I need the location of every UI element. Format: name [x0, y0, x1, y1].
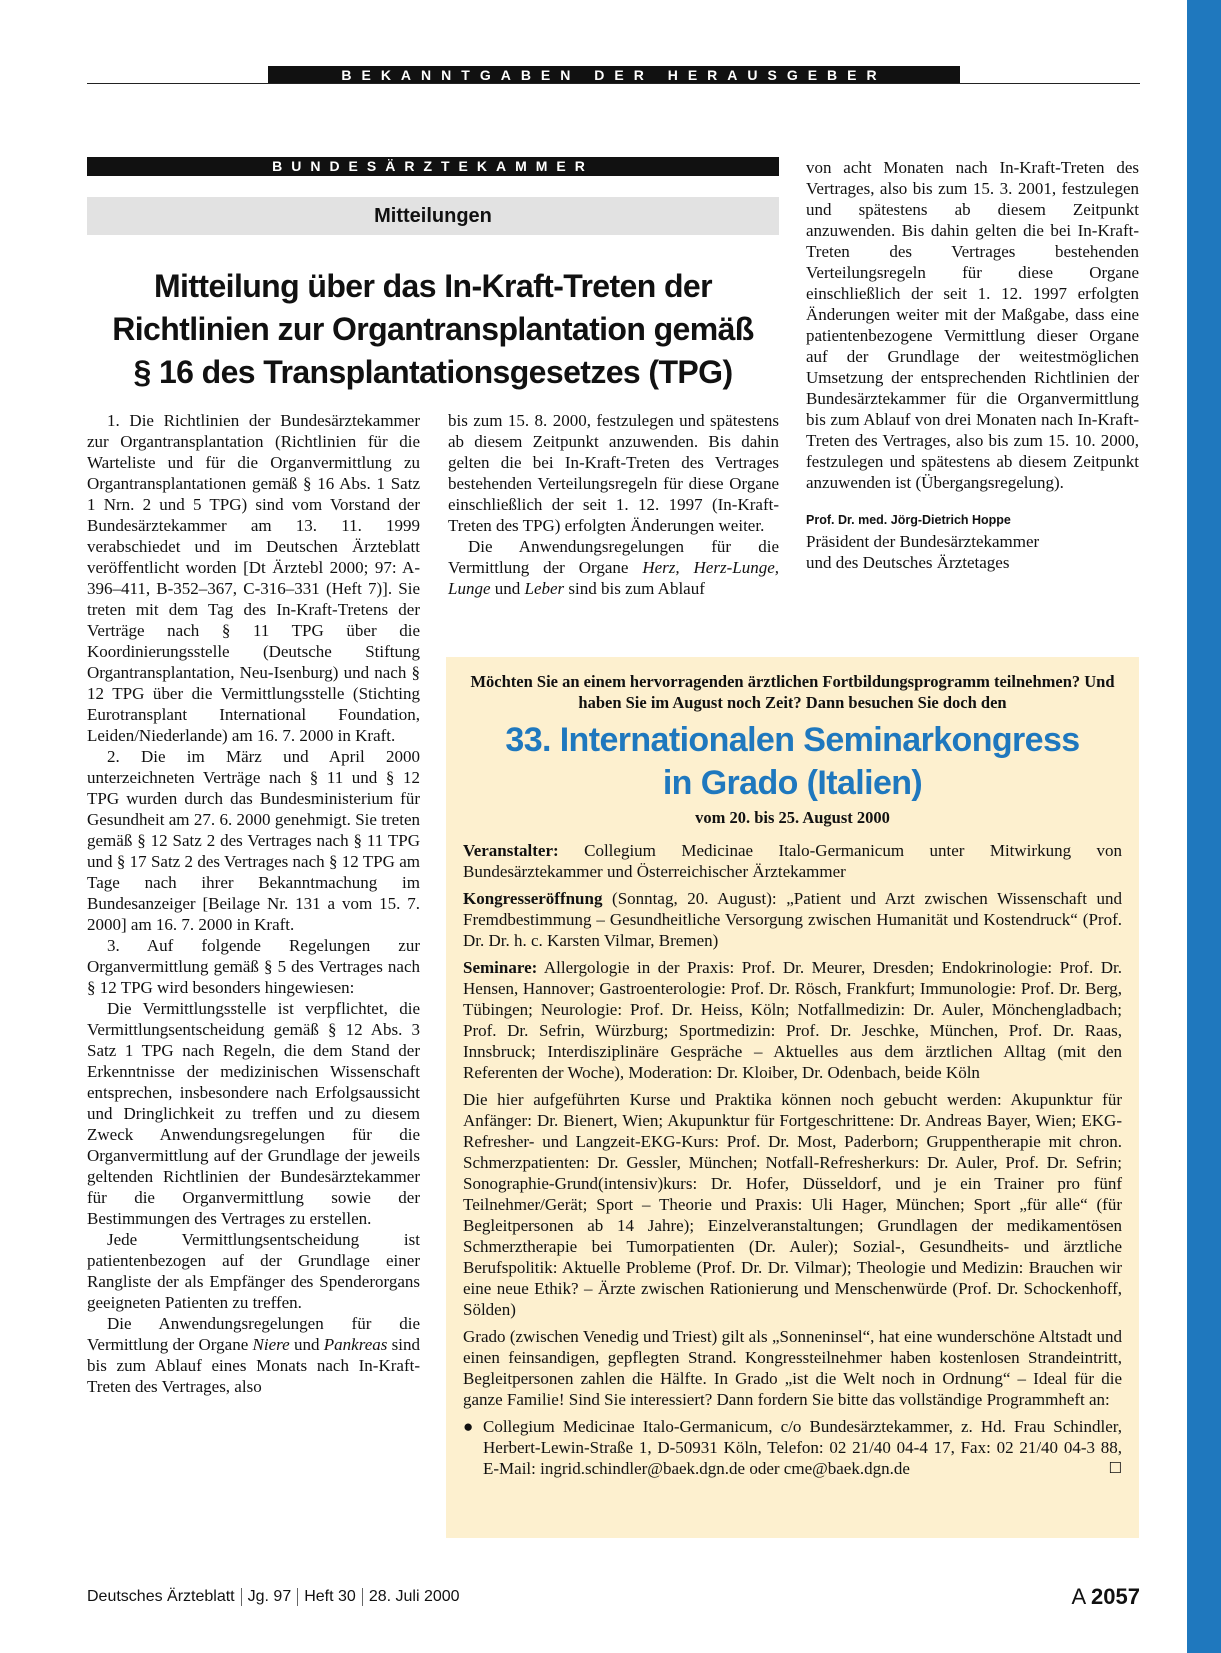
signature-title: Präsident der Bundesärztekammer — [806, 532, 1040, 551]
subsection-label: Mitteilungen — [87, 197, 779, 235]
ad-organizer: Veranstalter: Collegium Medicinae Italo-Germanicum unter Mitwirkung von Bundesärztekammer und Österreichischer Ärztekammer — [463, 841, 1122, 881]
article-paragraph: bis zum 15. 8. 2000, festzulegen und spätestens ab diesem Zeitpunkt anzuwenden. Bis dahin gelten die bei In-Kraft-Treten des Vertrages bestehenden Verteilungsregeln für diese Organe einschließlich der seit 1. 12. 1997 (In-Kraft-Treten des TPG) erfolgten Änderungen weiter. — [448, 411, 779, 535]
ad-title — [463, 719, 1122, 805]
section-label: BUNDESÄRZTEKAMMER — [87, 157, 779, 176]
ad-body — [463, 840, 1122, 1479]
article-paragraph: 1. Die Richtlinien der Bundesärztekammer zur Organtransplantation (Richtlinien für die Warteliste und für die Organvermittlung zu Organtransplantationen gemäß § 16 Abs. 1 Satz 1 Nrn. 2 und 5 TPG) sind vom Vorstand der Bundesärztekammer am 13. 11. 1999 verabschiedet und im Deutschen Ärzteblatt veröffentlicht worden [Dt Ärztebl 2000; 97: A-396–411, B-352–367, C-316–331 (Heft 7)]. Sie treten mit dem Tag des In-Kraft-Tretens der Verträge nach § 11 TPG über die Koordinierungsstelle (Deutsche Stiftung Organtransplantation, Neu-Isenburg) und nach § 12 TPG über die Vermittlungsstelle (Stichting Eurotransplant International Foundation, Leiden/Niederlande) am 16. 7. 2000 in Kraft. — [87, 411, 420, 745]
footer-divider — [362, 1588, 363, 1606]
seminar-advertisement — [446, 657, 1139, 1538]
ad-contact — [463, 1416, 1122, 1479]
article-paragraph: Jede Vermittlungsentscheidung ist patientenbezogen auf der Grundlage einer Rangliste der als Empfänger des Spenderorgans geeigneten Patienten zu treffen. — [87, 1230, 420, 1312]
article-paragraph: Die Anwendungsregelungen für die Vermittlung der Organe Niere und Pankreas sind bis zum Ablauf eines Monats nach In-Kraft-Treten des Vertrages, also — [87, 1314, 420, 1396]
header-rule — [87, 83, 1140, 84]
headline-line: Richtlinien zur Organtransplantation gemäß — [112, 311, 754, 347]
journal-volume: Jg. 97 — [247, 1588, 292, 1605]
footer-divider — [297, 1588, 298, 1606]
signature-name: Prof. Dr. med. Jörg-Dietrich Hoppe — [806, 513, 1011, 527]
journal-name: Deutsches Ärzteblatt — [87, 1588, 235, 1605]
running-header: BEKANNTGABEN DER HERAUSGEBER — [268, 66, 960, 84]
headline-line: § 16 des Transplantationsgesetzes (TPG) — [133, 354, 733, 390]
page-edge-marker — [1187, 0, 1221, 1653]
ad-intro: Möchten Sie an einem hervorragenden ärztlichen Fortbildungsprogramm teilnehmen? Und haben Sie im August noch Zeit? Dann besuchen Sie doch den — [470, 672, 1115, 712]
signature-title: und des Deutsches Ärztetages — [806, 553, 1010, 572]
organ-name: Niere — [252, 1335, 290, 1354]
ad-opening: Kongresseröffnung (Sonntag, 20. August): „Patient und Arzt zwischen Wissenschaft und Fremdbestimmung – Gesundheitliche Versorgung zwischen Humanität und Kostendruck“ (Prof. Dr. Dr. h. c. Karsten Vilmar, Bremen) — [463, 889, 1122, 950]
article-column-2 — [448, 410, 779, 599]
headline-line: Mitteilung über das In-Kraft-Treten der — [154, 268, 712, 304]
article-paragraph: Die Anwendungsregelungen für die Vermittlung der Organe Herz, Herz-Lunge, Lunge und Leber sind bis zum Ablauf — [448, 537, 779, 598]
end-of-article-icon: ☐ — [1108, 1459, 1122, 1477]
page-footer — [87, 1585, 1140, 1609]
organ-name: Pankreas — [323, 1335, 388, 1354]
article-paragraph: 3. Auf folgende Regelungen zur Organvermittlung gemäß § 5 des Vertrages nach § 12 TPG wird besonders hingewiesen: — [87, 936, 420, 997]
ad-dates: vom 20. bis 25. August 2000 — [695, 808, 890, 827]
ad-title-line: 33. Internationalen Seminarkongress — [505, 721, 1080, 759]
footer-divider — [241, 1588, 242, 1606]
article-paragraph: 2. Die im März und April 2000 unterzeichneten Verträge nach § 11 und § 12 TPG wurden durch das Bundesministerium für Gesundheit am 27. 6. 2000 genehmigt. Sie treten gemäß § 12 Satz 2 des Vertrages nach § 11 TPG und § 17 Satz 2 des Vertrages nach § 12 TPG am Tage nach ihrer Bekanntmachung im Bundesanzeiger [Beilage Nr. 131 a vom 15. 7. 2000] am 16. 7. 2000 in Kraft. — [87, 747, 420, 934]
ad-title-line: in Grado (Italien) — [662, 764, 923, 802]
article-column-1 — [87, 410, 420, 1397]
article-paragraph: Die Vermittlungsstelle ist verpflichtet, die Vermittlungsentscheidung gemäß § 12 Abs. 3 Satz 1 TPG nach Regeln, die dem Stand der Erkenntnisse der medizinischen Wissenschaft entsprechen, insbesondere nach Erfolgsaussicht und Dringlichkeit zu treffen und zu diesem Zweck Anwendungsregelungen für die Organvermittlung auf der Grundlage der jeweils geltenden Richtlinien der Bundesärztekammer für die Organvermittlung sowie der Bestimmungen des Vertrages zu erstellen. — [87, 999, 420, 1228]
organ-name: Herz, Herz-Lunge, Lunge — [448, 558, 779, 598]
ad-courses: Die hier aufgeführten Kurse und Praktika können noch gebucht werden: Akupunktur für Anfänger: Dr. Bienert, Wien; Akupunktur für Fortgeschrittene: Dr. Andreas Bayer, Wien; EKG-Refresher- und Langzeit-EKG-Kurs: Prof. Dr. Most, Paderborn; Gruppentherapie mit chron. Schmerzpatienten: Dr. Gessler, München; Notfall-Refresherkurs: Dr. Auler, Prof. Dr. Sefrin; Sonographie-Grund(intensiv)kurs: Dr. Hofer, Düsseldorf, und je ein Trainer pro fünf Teilnehmer/Gerät; Sport – Theorie und Praxis: Uli Hager, München; Sport „für alle“ (für Begleitpersonen ab 14 Jahre); Einzelveranstaltungen; Grundlagen der medikamentösen Schmerztherapie bei Tumorpatienten (Dr. Auler); Sozial-, Gesundheits- und ärztliche Berufspolitik: Aktuelle Probleme (Prof. Dr. Dr. Vilmar); Theologie und Medizin: Brauchen wir eine neue Ethik? – Ärzte zwischen Rationierung und Menschenwürde (Prof. Dr. Schockenhoff, Sölden) — [463, 1090, 1122, 1319]
ad-grado-info: Grado (zwischen Venedig und Triest) gilt als „Sonneninsel“, hat eine wunderschöne Altstadt und einen feinsandigen, gepflegten Strand. Kongressteilnehmer haben kostenlosen Strandeintritt, Begleitpersonen zahlen die Hälfte. In Grado „ist die Welt noch in Ordnung“ – Ideal für die ganze Familie! Sind Sie interessiert? Dann fordern Sie bitte das vollständige Programmheft an: — [463, 1327, 1122, 1409]
journal-date: 28. Juli 2000 — [368, 1588, 460, 1605]
bullet-icon: ● — [463, 1417, 474, 1436]
page-number: A 2057 — [1071, 1584, 1140, 1609]
article-headline — [87, 265, 779, 394]
organ-name: Leber — [524, 579, 565, 598]
journal-issue: Heft 30 — [304, 1588, 356, 1605]
contact-address: Collegium Medicinae Italo-Germanicum, c/o Bundesärztekammer, z. Hd. Frau Schindler, Herbert-Lewin-Straße 1, D-50931 Köln, Telefon: 02 21/40 04-4 17, Fax: 02 21/40 04-3 88, E-Mail: ingrid.schindler@baek.dgn.de oder cme@baek.dgn.de — [483, 1417, 1122, 1478]
article-paragraph: von acht Monaten nach In-Kraft-Treten des Vertrages, also bis zum 15. 3. 2001, festzulegen und spätestens ab diesem Zeitpunkt anzuwenden. Bis dahin gelten die bei In-Kraft-Treten des Vertrages bestehenden Verteilungsregeln für diese Organe einschließlich der seit 1. 12. 1997 erfolgten Änderungen weiter mit der Maßgabe, dass eine patientenbezogene Vermittlung dieser Organe auf der Grundlage der weitestmöglichen Umsetzung der entsprechenden Richtlinien der Bundesärztekammer für die Organvermittlung bis zum Ablauf von drei Monaten nach In-Kraft-Treten des Vertrages, also bis zum 15. 10. 2000, festzulegen und spätestens ab diesem Zeitpunkt anzuwenden ist (Übergangsregelung). — [806, 158, 1139, 492]
article-column-3 — [806, 157, 1139, 573]
ad-seminars: Seminare: Allergologie in der Praxis: Prof. Dr. Meurer, Dresden; Endokrinologie: Prof. Dr. Hensen, Hannover; Gastroenterologie: Prof. Dr. Rösch, Frankfurt; Immunologie: Prof. Dr. Berg, Tübingen; Neurologie: Prof. Dr. Heiss, Köln; Notfallmedizin: Dr. Auler, Mönchengladbach; Prof. Dr. Sefrin, Würzburg; Sportmedizin: Prof. Dr. Jeschke, München, Prof. Dr. Raas, Innsbruck; Interdisziplinäre Gespräche – Aktuelles aus dem ärztlichen Alltag (mit den Referenten der Woche), Moderation: Dr. Kloiber, Dr. Odenbach, beide Köln — [463, 958, 1122, 1082]
